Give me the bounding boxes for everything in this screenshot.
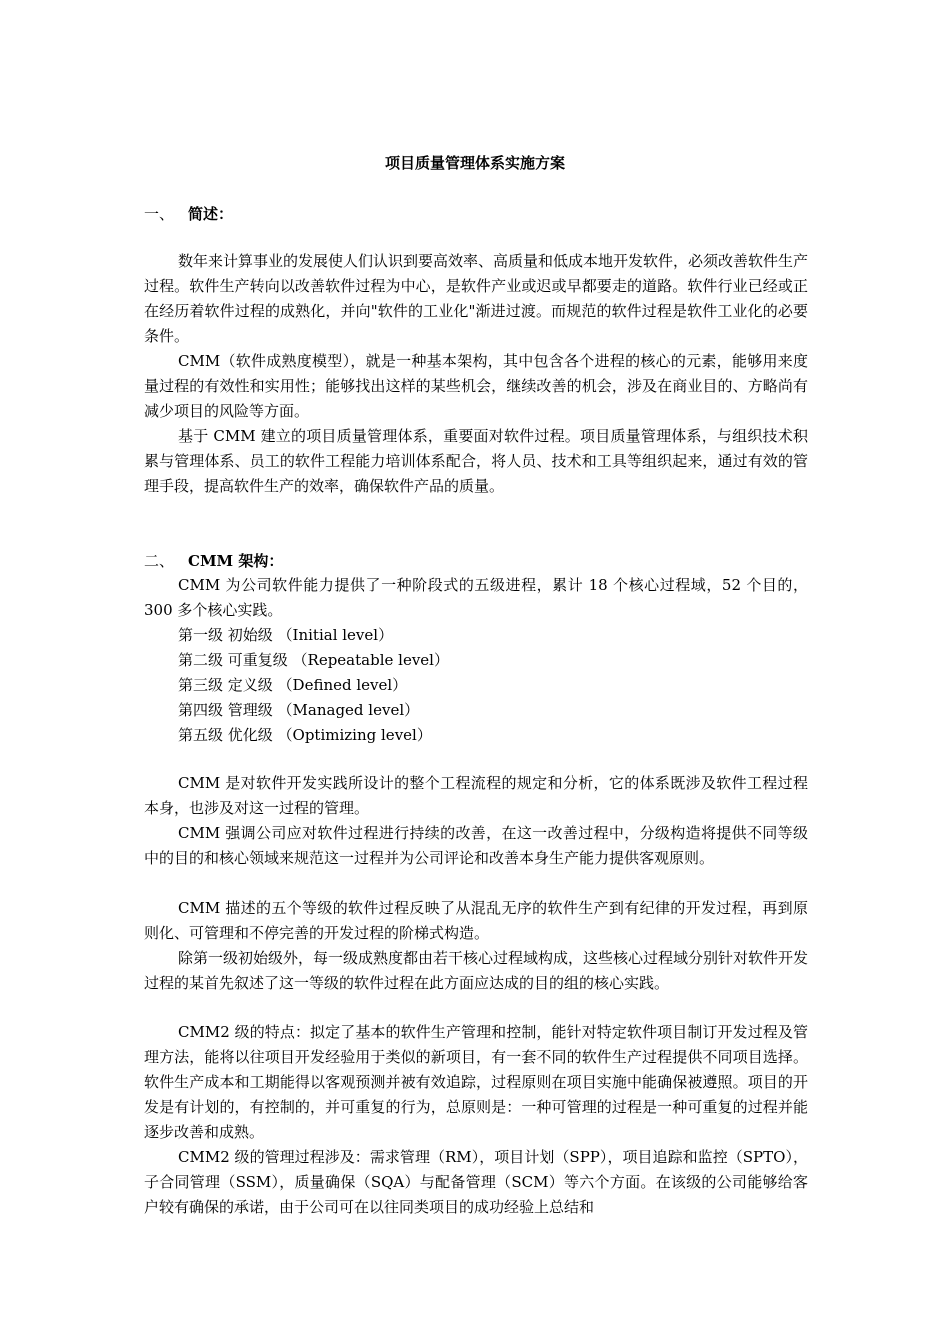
section-heading-intro — [144, 204, 233, 224]
paragraph: CMM2 级的管理过程涉及：需求管理（RM），项目计划（SPP），项目追踪和监控（SPTO），子合同管理（SSM），质量确保（SQA）与配备管理（SCM）等六个方面。在该级的公司能够给客户较有确保的承诺，由于公司可在以往同类项目的成功经验上总结和 — [144, 1148, 808, 1216]
paragraph: CMM 为公司软件能力提供了一种阶段式的五级进程，累计 18 个核心过程域，52 个目的，300 多个核心实践。 — [144, 576, 808, 619]
paragraph: CMM2 级的特点：拟定了基本的软件生产管理和控制，能针对特定软件项目制订开发过程及管理方法，能将以往项目开发经验用于类似的新项目，有一套不同的软件生产过程提供不同项目选择。软件生产成本和工期能得以客观预测并被有效追踪，过程原则在项目实施中能确保被遵照。项目的开发是有计划的，有控制的，并可重复的行为，总原则是：一种可管理的过程是一种可重复的过程并能逐步改善和成熟。 — [144, 1023, 808, 1141]
paragraph: 基于 CMM 建立的项目质量管理体系，重要面对软件过程。项目质量管理体系，与组织技术积累与管理体系、员工的软件工程能力培训体系配合，将人员、技术和工具等组织起来，通过有效的管理手段，提高软件生产的效率，确保软件产品的质量。 — [144, 427, 808, 495]
paragraph: CMM 描述的五个等级的软件过程反映了从混乱无序的软件生产到有纪律的开发过程，再到原则化、可管理和不停完善的开发过程的阶梯式构造。 — [144, 899, 808, 942]
cmm-level-item: 第三级 定义级 （Defined level） — [178, 676, 408, 694]
paragraph: 除第一级初始级外，每一级成熟度都由若干核心过程域构成，这些核心过程域分别针对软件开发过程的某首先叙述了这一等级的软件过程在此方面应达成的目的组的核心实践。 — [144, 949, 809, 992]
document-title: 项目质量管理体系实施方案 — [384, 154, 565, 172]
section-number: 二、 — [144, 552, 175, 570]
cmm-level-item: 第一级 初始级 （Initial level） — [178, 626, 394, 644]
paragraph: CMM 是对软件开发实践所设计的整个工程流程的规定和分析，它的体系既涉及软件工程过程本身，也涉及对这一过程的管理。 — [144, 774, 808, 817]
cmm-level-item: 第二级 可重复级 （Repeatable level） — [178, 651, 449, 669]
section-title: CMM 架构： — [188, 552, 284, 570]
section-heading-cmm-architecture — [144, 551, 283, 571]
paragraph: CMM（软件成熟度模型），就是一种基本架构，其中包含各个进程的核心的元素，能够用来度量过程的有效性和实用性；能够找出这样的某些机会，继续改善的机会，涉及在商业目的、方略尚有减少项目的风险等方面。 — [144, 352, 808, 420]
section-number: 一、 — [144, 205, 175, 223]
cmm-level-item: 第五级 优化级 （Optimizing level） — [178, 726, 432, 744]
paragraph: 数年来计算事业的发展使人们认识到要高效率、高质量和低成本地开发软件，必须改善软件生产过程。软件生产转向以改善软件过程为中心，是软件产业或迟或早都要走的道路。软件行业已经或正在经历着软件过程的成熟化，并向"软件的工业化"渐进过渡。而规范的软件过程是软件工业化的必要条件。 — [144, 252, 809, 345]
section-title: 简述： — [188, 205, 234, 223]
paragraph: CMM 强调公司应对软件过程进行持续的改善，在这一改善过程中，分级构造将提供不同等级中的目的和核心领域来规范这一过程并为公司评论和改善本身生产能力提供客观原则。 — [144, 824, 808, 867]
cmm-level-item: 第四级 管理级 （Managed level） — [178, 701, 420, 719]
